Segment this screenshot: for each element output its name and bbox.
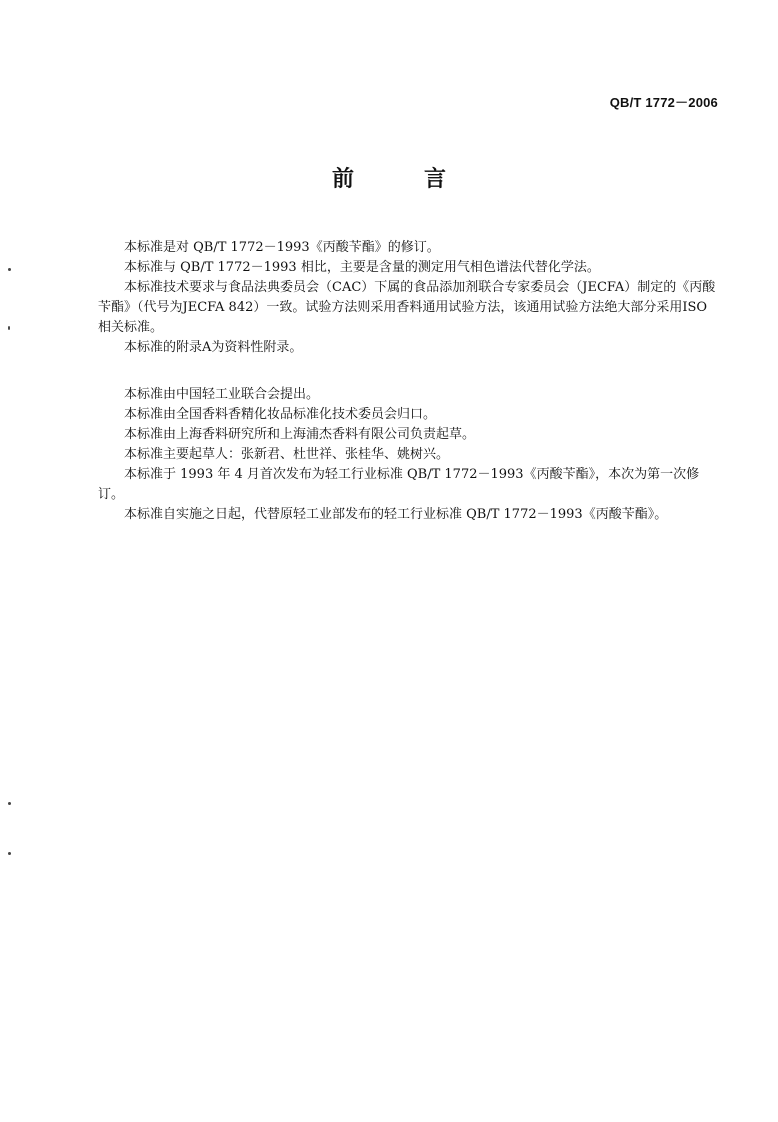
foreword-block-authorship xyxy=(98,385,720,525)
paragraph-committee: 本标准由全国香料香精化妆品标准化技术委员会归口。 xyxy=(124,407,437,422)
paragraph-appendix-note: 本标准的附录A为资料性附录。 xyxy=(124,340,303,355)
paragraph-replacement: 本标准自实施之日起，代替原轻工业部发布的轻工行业标准 QB/T 1772－1993《丙酸苄酯》。 xyxy=(124,507,668,522)
paragraph-first-publication: 本标准于 1993 年 4 月首次发布为轻工行业标准 QB/T 1772－1993《丙酸苄酯》，本次为第一次修订。 xyxy=(98,467,700,502)
paragraph-proposer: 本标准由中国轻工业联合会提出。 xyxy=(124,387,320,402)
foreword-block-revision xyxy=(98,238,720,358)
paragraph-drafting-units: 本标准由上海香料研究所和上海浦杰香料有限公司负责起草。 xyxy=(124,427,476,442)
page-title: 前 言 xyxy=(331,167,470,192)
paragraph-drafters: 本标准主要起草人：张新君、杜世祥、张桂华、姚树兴。 xyxy=(124,447,450,462)
scan-speck xyxy=(8,268,11,271)
paragraph-comparison: 本标准与 QB/T 1772－1993 相比，主要是含量的测定用气相色谱法代替化学法。 xyxy=(124,260,600,275)
scan-speck xyxy=(8,802,11,805)
scan-speck xyxy=(8,326,10,330)
scan-speck xyxy=(8,852,11,855)
paragraph-revision-note: 本标准是对 QB/T 1772－1993《丙酸苄酯》的修订。 xyxy=(124,240,440,255)
standard-code: QB/T 1772－2006 xyxy=(609,95,718,110)
paragraph-technical-requirements: 本标准技术要求与食品法典委员会（CAC）下属的食品添加剂联合专家委员会（JECFA）制定的《丙酸苄酯》（代号为JECFA 842）一致。试验方法则采用香料通用试验方法，该通用试验方法绝大部分采用ISO相关标准。 xyxy=(98,280,716,335)
